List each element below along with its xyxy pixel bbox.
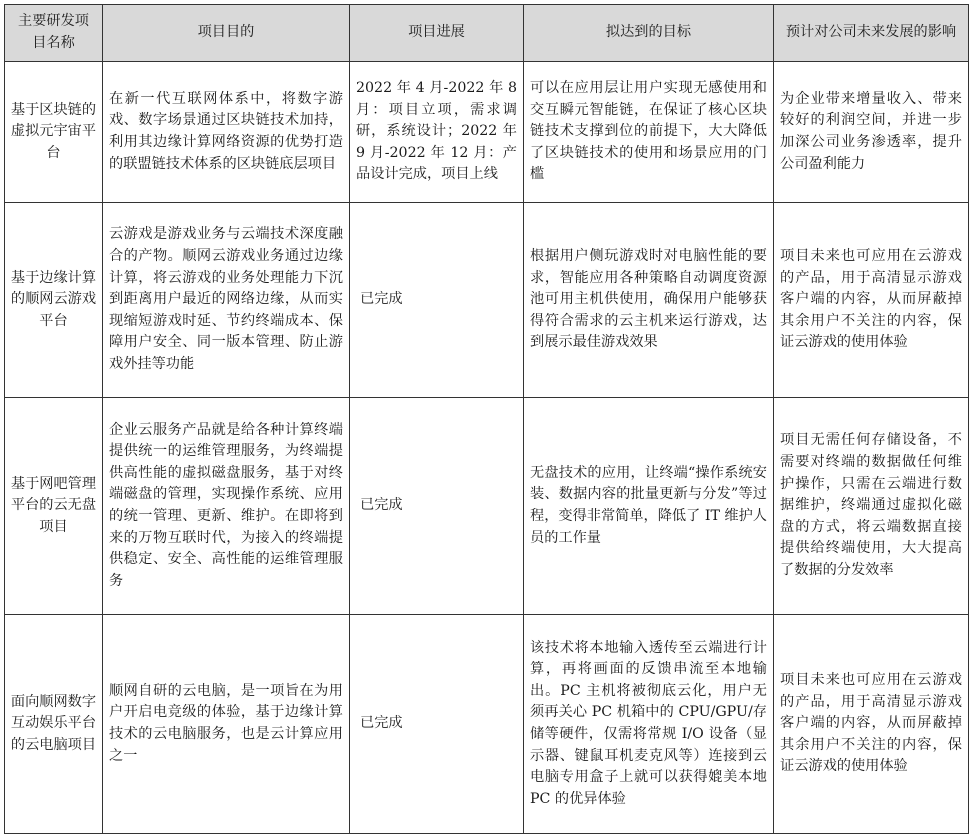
target-goal-cell: 该技术将本地输入透传至云端进行计算，再将画面的反馈串流至本地输出。PC 主机将被彻底云化，用户无须再关心 PC 机箱中的 CPU/GPU/存储等硬件，仅需将常规 I/O 设备（显示器、键鼠耳机麦克风等）连接到云电脑专用盒子上就可以获得媲美本地 PC 的优异体验 bbox=[524, 615, 774, 834]
header-project-purpose: 项目目的 bbox=[103, 5, 350, 62]
target-goal-cell: 可以在应用层让用户实现无感使用和交互瞬元智能链，在保证了核心区块链技术支撑到位的前提下，大大降低了区块链技术的使用和场景应用的门槛 bbox=[524, 62, 774, 203]
project-name-cell: 基于边缘计算的顺网云游戏平台 bbox=[5, 203, 103, 398]
project-name-cell: 面向顺网数字互动娱乐平台的云电脑项目 bbox=[5, 615, 103, 834]
expected-impact-cell: 项目未来也可应用在云游戏的产品，用于高清显示游戏客户端的内容，从而屏蔽掉其余用户不关注的内容，保证云游戏的使用体验 bbox=[774, 203, 969, 398]
expected-impact-cell: 项目未来也可应用在云游戏的产品，用于高清显示游戏客户端的内容，从而屏蔽掉其余用户不关注的内容，保证云游戏的使用体验 bbox=[774, 615, 969, 834]
header-project-name: 主要研发项目名称 bbox=[5, 5, 103, 62]
project-purpose-cell: 在新一代互联网体系中，将数字游戏、数字场景通过区块链技术加持，利用其边缘计算网络资源的优势打造的联盟链技术体系的区块链底层项目 bbox=[103, 62, 350, 203]
project-name-cell: 基于网吧管理平台的云无盘项目 bbox=[5, 398, 103, 615]
project-name-cell: 基于区块链的虚拟元宇宙平台 bbox=[5, 62, 103, 203]
project-progress-cell: 2022 年 4 月-2022 年 8 月：项目立项，需求调研，系统设计；2022 年 9 月-2022 年 12 月：产品设计完成，项目上线 bbox=[350, 62, 524, 203]
expected-impact-cell: 为企业带来增量收入、带来较好的利润空间，并进一步加深公司业务渗透率，提升公司盈利能力 bbox=[774, 62, 969, 203]
table-row bbox=[5, 203, 969, 398]
table-row bbox=[5, 398, 969, 615]
project-progress-cell: 已完成 bbox=[350, 615, 524, 834]
expected-impact-cell: 项目无需任何存储设备，不需要对终端的数据做任何维护操作，只需在云端进行数据维护，终端通过虚拟化磁盘的方式，将云端数据直接提供给终端使用，大大提高了数据的分发效率 bbox=[774, 398, 969, 615]
project-purpose-cell: 企业云服务产品就是给各种计算终端提供统一的运维管理服务，为终端提供高性能的虚拟磁盘服务，基于对终端磁盘的管理，实现操作系统、应用的统一管理、更新、维护。在即将到来的万物互联时代，为接入的终端提供稳定、安全、高性能的运维管理服务 bbox=[103, 398, 350, 615]
rd-projects-table bbox=[4, 4, 969, 834]
header-project-progress: 项目进展 bbox=[350, 5, 524, 62]
target-goal-cell: 根据用户侧玩游戏时对电脑性能的要求，智能应用各种策略自动调度资源池可用主机供使用，确保用户能够获得符合需求的云主机来运行游戏，达到展示最佳游戏效果 bbox=[524, 203, 774, 398]
table-header-row bbox=[5, 5, 969, 62]
table-row bbox=[5, 615, 969, 834]
project-progress-cell: 已完成 bbox=[350, 203, 524, 398]
project-progress-cell: 已完成 bbox=[350, 398, 524, 615]
table-row bbox=[5, 62, 969, 203]
project-purpose-cell: 顺网自研的云电脑，是一项旨在为用户开启电竞级的体验，基于边缘计算技术的云电脑服务，也是云计算应用之一 bbox=[103, 615, 350, 834]
project-purpose-cell: 云游戏是游戏业务与云端技术深度融合的产物。顺网云游戏业务通过边缘计算，将云游戏的业务处理能力下沉到距离用户最近的网络边缘，从而实现缩短游戏时延、节约终端成本、保障用户安全、同一版本管理、防止游戏外挂等功能 bbox=[103, 203, 350, 398]
header-expected-impact: 预计对公司未来发展的影响 bbox=[774, 5, 969, 62]
target-goal-cell: 无盘技术的应用，让终端“操作系统安装、数据内容的批量更新与分发”等过程，变得非常简单，降低了 IT 维护人员的工作量 bbox=[524, 398, 774, 615]
header-target-goal: 拟达到的目标 bbox=[524, 5, 774, 62]
